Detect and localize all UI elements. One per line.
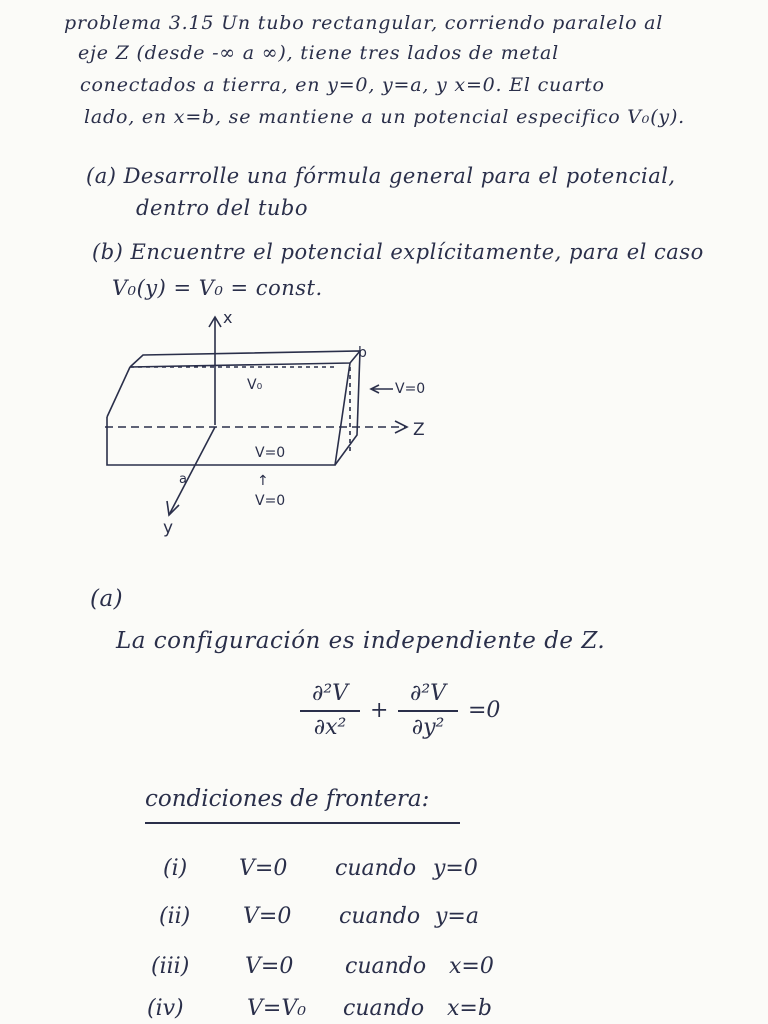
- condition-value: V=0: [243, 904, 292, 929]
- b-label: b: [358, 345, 367, 361]
- condition-when: cuando: [343, 996, 425, 1021]
- term-y-bar: [398, 710, 458, 712]
- term-x-numerator: ∂²V: [311, 681, 349, 706]
- y-axis-label: y: [163, 518, 174, 538]
- laplace-equation: [290, 680, 550, 750]
- pipe-left-edge: [107, 367, 130, 417]
- y-axis-line: [170, 427, 215, 513]
- term-x-bar: [300, 710, 360, 712]
- x-axis-label: x: [223, 308, 233, 327]
- side-label: V=0: [395, 381, 426, 397]
- part-b-line-2: V₀(y) = V₀ = const.: [112, 276, 323, 300]
- term-y-denominator: ∂y²: [411, 715, 445, 740]
- condition-location: x=b: [447, 996, 492, 1021]
- plus-sign: +: [370, 698, 389, 723]
- term-x: [300, 680, 360, 742]
- pipe-end-face: [335, 351, 360, 465]
- condition-when: cuando: [335, 856, 417, 881]
- term-y: [398, 680, 458, 742]
- z-axis-label: Z: [413, 420, 425, 440]
- bottom-arrow: ↑: [257, 473, 269, 489]
- equals-zero: =0: [468, 698, 501, 723]
- condition-when: cuando: [339, 904, 421, 929]
- pipe-diagram: [95, 305, 455, 545]
- condition-number: (i): [163, 856, 188, 881]
- top-face-label: V₀: [247, 377, 263, 393]
- term-x-denominator: ∂x²: [313, 715, 347, 740]
- condition-value: V=0: [239, 856, 288, 881]
- part-a-line-2: dentro del tubo: [136, 196, 309, 220]
- condition-number: (ii): [159, 904, 191, 929]
- pipe-front-face: [107, 363, 350, 465]
- condition-number: (iv): [147, 996, 184, 1021]
- solution-statement: La configuración es independiente de Z.: [116, 628, 606, 654]
- boundary-conditions-title: condiciones de frontera:: [145, 786, 460, 824]
- solution-heading: (a): [90, 586, 124, 612]
- bottom-label: V=0: [255, 493, 286, 509]
- condition-location: x=0: [449, 954, 494, 979]
- problem-line-1: problema 3.15 Un tubo rectangular, corriendo paralelo al: [64, 12, 664, 34]
- term-y-numerator: ∂²V: [409, 681, 447, 706]
- a-label: a: [179, 472, 187, 487]
- condition-value: V=0: [245, 954, 294, 979]
- part-a-line-1: (a) Desarrolle una fórmula general para el potencial,: [86, 164, 676, 188]
- condition-location: y=a: [435, 904, 479, 929]
- part-b-line-1: (b) Encuentre el potencial explícitamente, para el caso: [92, 240, 704, 264]
- condition-number: (iii): [151, 954, 190, 979]
- condition-value: V=V₀: [247, 996, 307, 1021]
- bottom-inner-label: V=0: [255, 445, 286, 461]
- condition-when: cuando: [345, 954, 427, 979]
- problem-line-3: conectados a tierra, en y=0, y=a, y x=0. El cuarto: [80, 74, 605, 96]
- problem-line-4: lado, en x=b, se mantiene a un potencial especifico V₀(y).: [84, 106, 686, 128]
- pipe-top-face: [130, 351, 360, 367]
- condition-location: y=0: [433, 856, 478, 881]
- problem-line-2: eje Z (desde -∞ a ∞), tiene tres lados de metal: [78, 42, 560, 64]
